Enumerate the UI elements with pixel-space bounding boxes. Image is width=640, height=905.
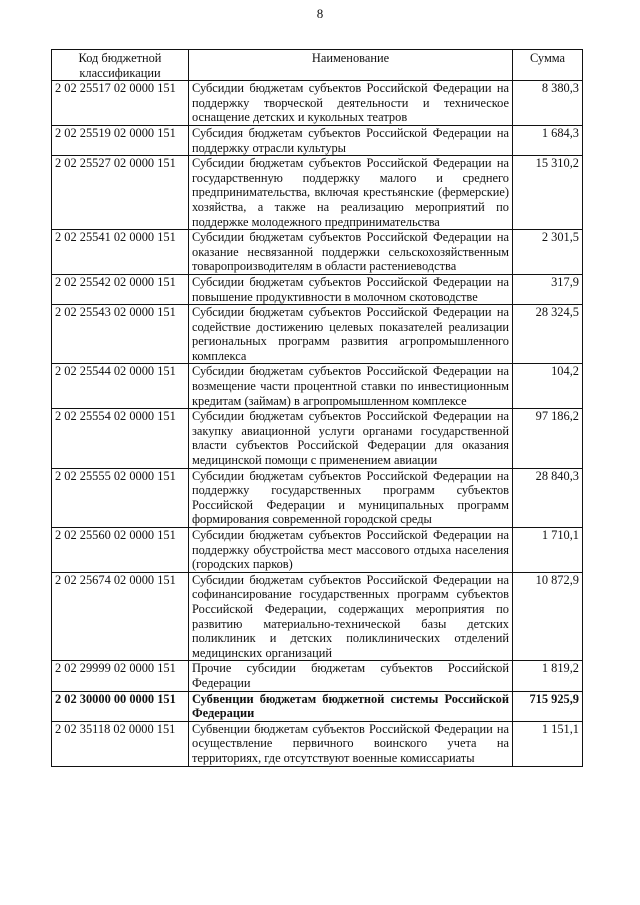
cell-sum: 97 186,2 — [513, 409, 583, 468]
cell-sum: 28 840,3 — [513, 468, 583, 527]
cell-code: 2 02 25560 02 0000 151 — [52, 528, 189, 573]
cell-name: Прочие субсидии бюджетам субъектов Российской Федерации — [189, 661, 513, 691]
cell-sum: 8 380,3 — [513, 81, 583, 126]
table-row — [52, 274, 583, 304]
table-row — [52, 156, 583, 230]
cell-code: 2 02 30000 00 0000 151 — [52, 691, 189, 721]
page-number: 8 — [316, 6, 324, 21]
table-row — [52, 572, 583, 661]
cell-sum: 15 310,2 — [513, 156, 583, 230]
header-code: Код бюджетной классификации — [52, 50, 189, 81]
cell-name: Субсидии бюджетам субъектов Российской Федерации на закупку авиационной услуги органами государственной власти субъектов Российской Федерации для оказания медицинской помощи с применением авиации — [189, 409, 513, 468]
header-sum: Сумма — [513, 50, 583, 81]
table-row — [52, 230, 583, 275]
cell-name: Субсидия бюджетам субъектов Российской Федерации на поддержку отрасли культуры — [189, 125, 513, 155]
table-row — [52, 125, 583, 155]
cell-sum: 1 819,2 — [513, 661, 583, 691]
cell-sum: 2 301,5 — [513, 230, 583, 275]
cell-code: 2 02 25544 02 0000 151 — [52, 364, 189, 409]
table-row — [52, 528, 583, 573]
cell-code: 2 02 25554 02 0000 151 — [52, 409, 189, 468]
cell-code: 2 02 25541 02 0000 151 — [52, 230, 189, 275]
table-row — [52, 305, 583, 364]
cell-name: Субсидии бюджетам субъектов Российской Федерации на поддержку государственных программ субъектов Российской Федерации и муниципальных программ формирования современной городской среды — [189, 468, 513, 527]
cell-code: 2 02 25555 02 0000 151 — [52, 468, 189, 527]
table-row — [52, 661, 583, 691]
table-body — [52, 81, 583, 766]
cell-code: 2 02 25519 02 0000 151 — [52, 125, 189, 155]
cell-name: Субсидии бюджетам субъектов Российской Федерации на повышение продуктивности в молочном скотоводстве — [189, 274, 513, 304]
cell-code: 2 02 25674 02 0000 151 — [52, 572, 189, 661]
cell-name: Субсидии бюджетам субъектов Российской Федерации на поддержку творческой деятельности и техническое оснащение детских и кукольных театров — [189, 81, 513, 126]
table-row — [52, 721, 583, 766]
cell-name: Субсидии бюджетам субъектов Российской Федерации на возмещение части процентной ставки по инвестиционным кредитам (займам) в агропромышленном комплексе — [189, 364, 513, 409]
cell-name: Субвенции бюджетам бюджетной системы Российской Федерации — [189, 691, 513, 721]
cell-name: Субсидии бюджетам субъектов Российской Федерации на софинансирование государственных программ субъектов Российской Федерации, содержащих мероприятия по развитию материально-технической базы детских поликлиник и детских поликлинических отделений медицинских организаций — [189, 572, 513, 661]
cell-code: 2 02 25543 02 0000 151 — [52, 305, 189, 364]
table-header-row — [52, 50, 583, 81]
table-row — [52, 409, 583, 468]
cell-code: 2 02 35118 02 0000 151 — [52, 721, 189, 766]
cell-sum: 104,2 — [513, 364, 583, 409]
cell-name: Субсидии бюджетам субъектов Российской Федерации на поддержку обустройства мест массового отдыха населения (городских парков) — [189, 528, 513, 573]
cell-code: 2 02 25542 02 0000 151 — [52, 274, 189, 304]
cell-code: 2 02 25527 02 0000 151 — [52, 156, 189, 230]
cell-sum: 317,9 — [513, 274, 583, 304]
cell-name: Субсидии бюджетам субъектов Российской Федерации на содействие достижению целевых показателей реализации региональных программ развития агропромышленного комплекса — [189, 305, 513, 364]
cell-sum: 1 151,1 — [513, 721, 583, 766]
cell-sum: 28 324,5 — [513, 305, 583, 364]
cell-sum: 1 684,3 — [513, 125, 583, 155]
cell-code: 2 02 25517 02 0000 151 — [52, 81, 189, 126]
cell-name: Субвенции бюджетам субъектов Российской Федерации на осуществление первичного воинского учета на территориях, где отсутствуют военные комиссариаты — [189, 721, 513, 766]
table-row — [52, 364, 583, 409]
table-row-total — [52, 691, 583, 721]
table-row — [52, 468, 583, 527]
cell-code: 2 02 29999 02 0000 151 — [52, 661, 189, 691]
header-name: Наименование — [189, 50, 513, 81]
cell-sum: 10 872,9 — [513, 572, 583, 661]
budget-table — [51, 49, 583, 767]
cell-sum: 715 925,9 — [513, 691, 583, 721]
cell-name: Субсидии бюджетам субъектов Российской Федерации на государственную поддержку малого и среднего предпринимательства, включая крестьянские (фермерские) хозяйства, а также на реализацию мероприятий по поддержке молодежного предпринимательства — [189, 156, 513, 230]
table-row — [52, 81, 583, 126]
cell-sum: 1 710,1 — [513, 528, 583, 573]
cell-name: Субсидии бюджетам субъектов Российской Федерации на оказание несвязанной поддержки сельскохозяйственным товаропроизводителям в области растениеводства — [189, 230, 513, 275]
